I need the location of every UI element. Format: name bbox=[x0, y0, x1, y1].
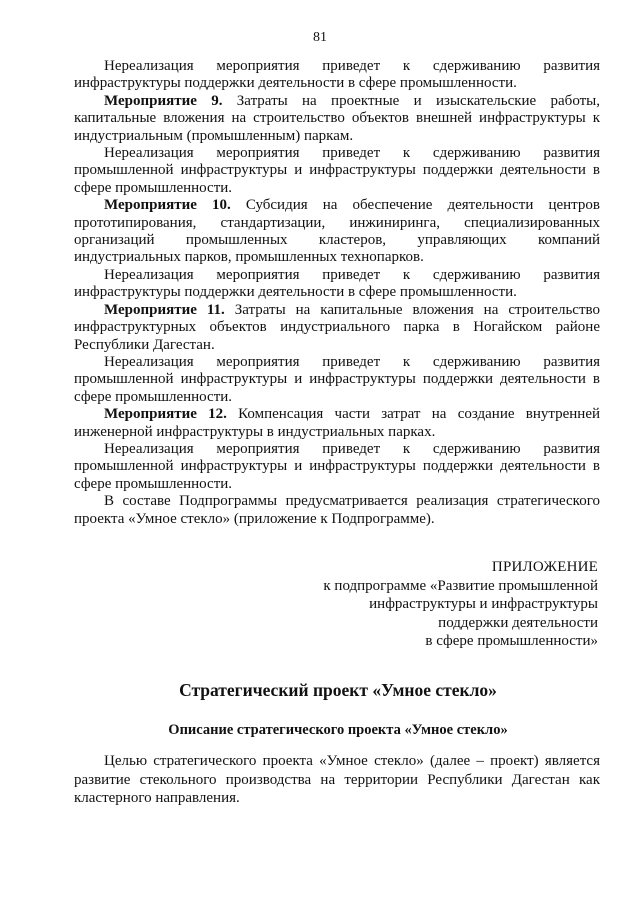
paragraph-lead: Мероприятие 12. bbox=[104, 406, 227, 423]
paragraph bbox=[74, 197, 600, 267]
paragraph bbox=[74, 493, 600, 528]
appendix-block bbox=[300, 558, 598, 651]
paragraph-text: Затраты на капитальные вложения на строительство инфраструктурных объектов индустриального парка в Ногайском районе Республики Дагестан. bbox=[74, 301, 600, 353]
paragraph-text: Нереализация мероприятия приведет к сдерживанию развития промышленной инфраструктуры и инфраструктуры поддержки деятельности в сфере промышленности. bbox=[74, 145, 600, 196]
paragraph-text: Нереализация мероприятия приведет к сдерживанию развития инфраструктуры поддержки деятельности в сфере промышленности. bbox=[74, 266, 600, 301]
paragraph-text: Нереализация мероприятия приведет к сдерживанию развития промышленной инфраструктуры и инфраструктуры поддержки деятельности в сфере промышленности. bbox=[74, 440, 600, 492]
paragraph-lead: Мероприятие 9. bbox=[104, 92, 223, 109]
appendix-line: инфраструктуры и инфраструктуры bbox=[369, 596, 598, 613]
paragraph-text: Нереализация мероприятия приведет к сдерживанию развития промышленной инфраструктуры и инфраструктуры поддержки деятельности в сфере промышленности. bbox=[74, 353, 600, 405]
paragraph-text: Затраты на проектные и изыскательские работы, капитальные вложения на строительство объектов внешней инфраструктуры к индустриальным (промышленным) паркам. bbox=[74, 92, 600, 144]
paragraph-text: В составе Подпрограммы предусматривается реализация стратегического проекта «Умное стекло» (приложение к Подпрограмме). bbox=[74, 493, 600, 527]
project-title: Стратегический проект «Умное стекло» bbox=[179, 680, 497, 700]
body-text bbox=[74, 58, 600, 528]
paragraph bbox=[74, 406, 600, 441]
paragraph bbox=[74, 58, 600, 93]
project-subtitle: Описание стратегического проекта «Умное стекло» bbox=[168, 722, 508, 738]
paragraph bbox=[74, 93, 600, 145]
paragraph-lead: Мероприятие 10. bbox=[104, 197, 231, 214]
closing-text bbox=[74, 752, 600, 808]
appendix-line: в сфере промышленности» bbox=[425, 633, 598, 650]
appendix-line: к подпрограмме «Развитие промышленной bbox=[323, 577, 598, 594]
paragraph bbox=[74, 145, 600, 197]
paragraph-text: Нереализация мероприятия приведет к сдерживанию развития инфраструктуры поддержки деятельности в сфере промышленности. bbox=[74, 58, 600, 92]
page-number: 81 bbox=[313, 30, 327, 45]
paragraph bbox=[74, 267, 600, 302]
paragraph-lead: Мероприятие 11. bbox=[104, 301, 225, 318]
appendix-line: поддержки деятельности bbox=[438, 614, 598, 631]
paragraph-text: Субсидия на обеспечение деятельности центров прототипирования, стандартизации, инжиниринга, специализированных организаций промышленных кластеров, управляющих компаний индустриальных парков, промышленных технопарков. bbox=[74, 197, 601, 266]
closing-paragraph: Целью стратегического проекта «Умное стекло» (далее – проект) является развитие стекольного производства на территории Республики Дагестан как кластерного направления. bbox=[74, 753, 600, 807]
paragraph bbox=[74, 354, 600, 406]
paragraph-text: Компенсация части затрат на создание внутренней инженерной инфраструктуры в индустриальных парках. bbox=[74, 406, 601, 440]
paragraph bbox=[74, 441, 600, 493]
paragraph bbox=[74, 302, 600, 354]
appendix-title: ПРИЛОЖЕНИЕ bbox=[491, 559, 598, 575]
